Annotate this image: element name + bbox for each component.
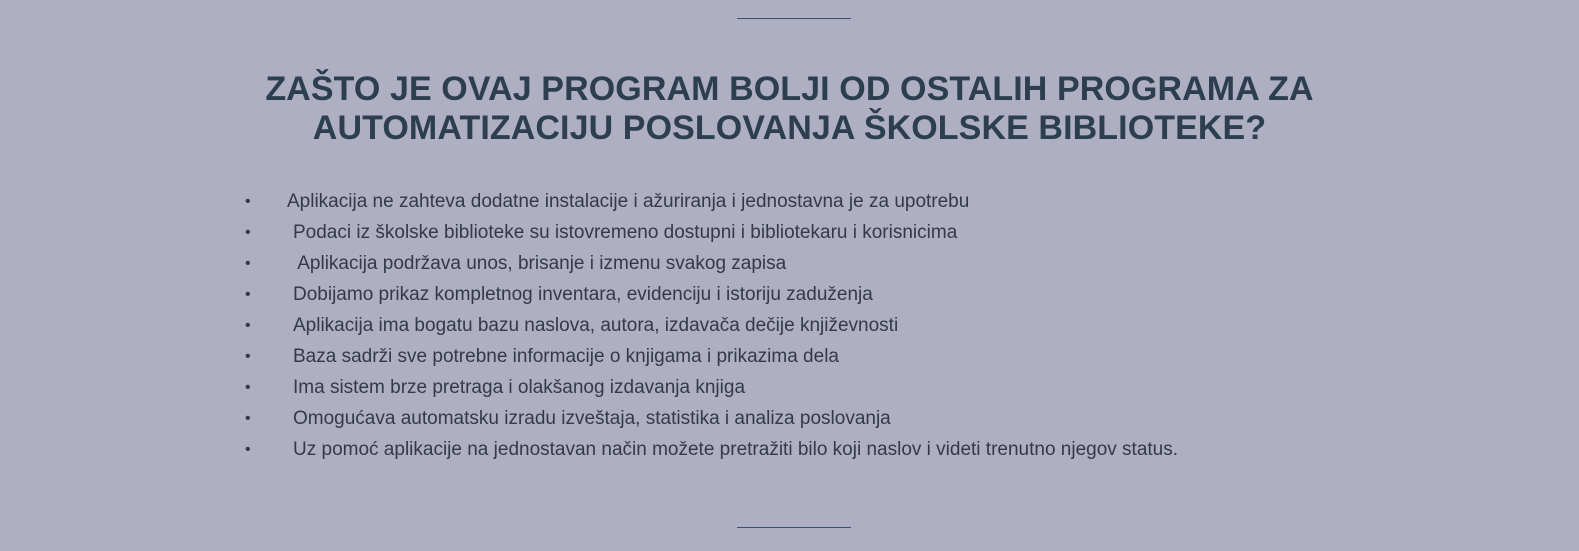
feature-item	[245, 342, 1345, 373]
feature-text: Aplikacija ne zahteva dodatne instalacije i ažuriranja i jednostavna je za upotrebu	[287, 191, 970, 212]
feature-item	[245, 218, 1345, 249]
feature-item	[245, 249, 1345, 280]
top-divider	[737, 18, 851, 19]
feature-text: Ima sistem brze pretraga i olakšanog izdavanja knjiga	[293, 377, 746, 398]
feature-text: Omogućava automatsku izradu izveštaja, statistika i analiza poslovanja	[293, 408, 891, 429]
feature-item	[245, 435, 1345, 466]
section-heading	[0, 70, 1579, 148]
bullet-icon: •	[245, 379, 251, 396]
feature-item	[245, 373, 1345, 404]
feature-text: Podaci iz školske biblioteke su istovremeno dostupni i bibliotekaru i korisnicima	[293, 222, 958, 243]
bullet-icon: •	[245, 317, 251, 334]
bullet-icon: •	[245, 286, 251, 303]
feature-item	[245, 187, 1345, 218]
feature-item	[245, 280, 1345, 311]
bullet-icon: •	[245, 255, 251, 272]
bullet-icon: •	[245, 441, 251, 458]
bullet-icon: •	[245, 410, 251, 427]
feature-text: Aplikacija ima bogatu bazu naslova, autora, izdavača dečije književnosti	[293, 315, 899, 336]
bullet-icon: •	[245, 193, 251, 210]
feature-item	[245, 311, 1345, 342]
bullet-icon: •	[245, 348, 251, 365]
heading-line-2: AUTOMATIZACIJU POSLOVANJA ŠKOLSKE BIBLIOTEKE?	[312, 109, 1267, 147]
feature-text: Uz pomoć aplikacije na jednostavan način možete pretražiti bilo koji naslov i videti trenutno njegov status.	[293, 439, 1179, 460]
feature-text: Aplikacija podržava unos, brisanje i izmenu svakog zapisa	[293, 253, 787, 274]
features-list	[245, 187, 1345, 466]
bottom-divider	[737, 527, 851, 528]
heading-line-1: ZAŠTO JE OVAJ PROGRAM BOLJI OD OSTALIH PROGRAMA ZA	[265, 70, 1314, 108]
feature-text: Dobijamo prikaz kompletnog inventara, evidenciju i istoriju zaduženja	[293, 284, 873, 305]
bullet-icon: •	[245, 224, 251, 241]
feature-item	[245, 404, 1345, 435]
feature-text: Baza sadrži sve potrebne informacije o knjigama i prikazima dela	[293, 346, 839, 367]
